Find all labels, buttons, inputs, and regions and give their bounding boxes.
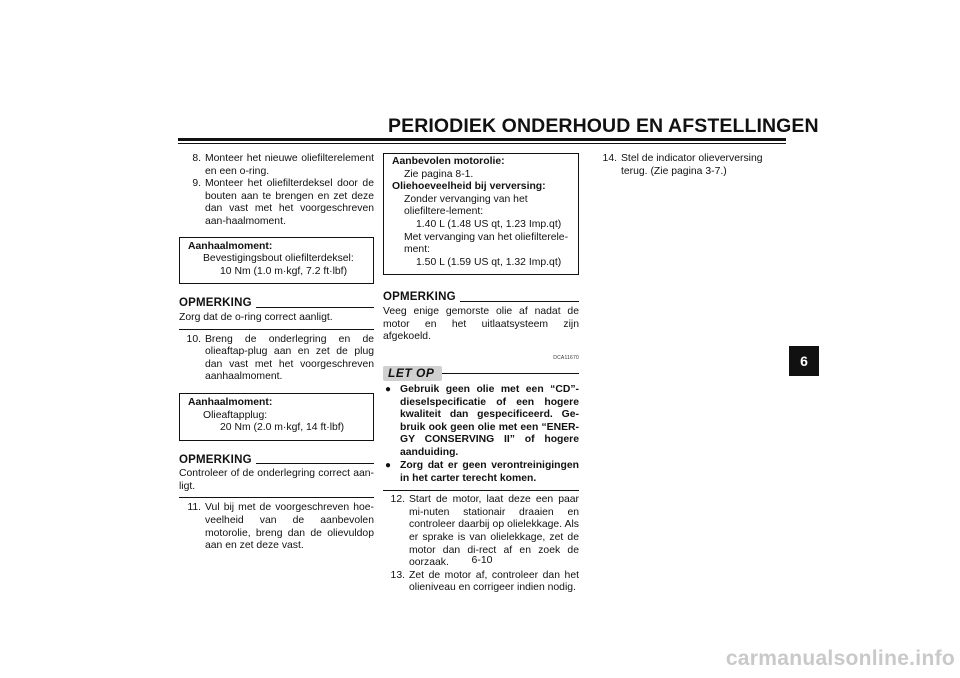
note-text: Controleer of de onderlegring correct aan-ligt. [179, 468, 374, 492]
box-item: Zonder vervanging van het oliefiltere-lement: [404, 193, 528, 218]
box-value: 10 Nm (1.0 m·kgf, 7.2 ft·lbf) [220, 265, 348, 277]
box-value: 1.40 L (1.48 US qt, 1.23 Imp.qt) [416, 218, 562, 230]
box-heading: Aanhaalmoment: [188, 396, 273, 408]
note-heading [179, 297, 374, 310]
torque-box-filter-cover [179, 237, 374, 285]
caution-item [383, 384, 579, 460]
step-number: 8. [192, 153, 201, 164]
box-heading: Oliehoeveelheid bij verversing: [392, 181, 546, 193]
caution-code: DCA11670 [553, 354, 579, 361]
caution-end-rule [383, 490, 579, 492]
step-text: Vul bij met de voorgeschreven hoe-veelheid van de aanbevolen motorolie, breng dan de olievuldop aan en zet deze vast. [205, 502, 374, 552]
step-13 [383, 570, 579, 595]
box-item: Olieaftapplug: [203, 409, 268, 421]
step-8 [179, 153, 374, 178]
watermark: carmanualsonline.info [725, 647, 955, 670]
step-text: Monteer het nieuwe oliefilterelement en een o-ring. [205, 153, 374, 177]
step-number: 9. [192, 178, 201, 190]
column-right [595, 153, 790, 178]
note-rule [256, 463, 374, 464]
step-text: Monteer het oliefilterdeksel door de bouten aan te brengen en zet deze dan vast met het voorgeschreven aan-haalmoment. [205, 178, 374, 227]
caution-list [383, 384, 579, 486]
column-left [179, 153, 374, 553]
note-text: Veeg enige gemorste olie af nadat de motor en het uitlaatsysteem zijn afgekoeld. [383, 305, 579, 343]
header-rule-thin [178, 143, 786, 144]
step-number: 10. [186, 333, 201, 345]
note-heading [383, 291, 579, 304]
box-heading: Aanbevolen motorolie: [392, 156, 505, 167]
bullet-icon: ● [385, 460, 392, 472]
step-text: Zet de motor af, controleer dan het olieniveau en corrigeer indien nodig. [409, 569, 579, 594]
note-rule [256, 307, 374, 308]
caution-label: LET OP [383, 366, 442, 381]
page-number: 6-10 [471, 554, 493, 566]
note-end-rule [179, 497, 374, 498]
box-item: Met vervanging van het oliefilterele-ment: [404, 231, 569, 256]
caution-text: Gebruik geen olie met een “CD”-dieselspecificatie of een hogere kwaliteit dan gespecificeerd. Ge-bruik ook geen olie met een “ENER-GY CONSERVING II” of hogere aanduiding. [400, 383, 579, 458]
step-number: 13. [390, 569, 405, 581]
note-label: OPMERKING [179, 297, 252, 310]
step-11 [179, 502, 374, 552]
step-number: 12. [390, 494, 405, 506]
step-14 [595, 153, 790, 178]
caution-rule [442, 373, 579, 375]
header-rule-thick [178, 138, 786, 141]
caution-text: Zorg dat er geen verontreinigingen in het carter terecht komen. [400, 460, 579, 485]
caution-item [383, 460, 579, 485]
note-heading [179, 454, 374, 467]
page-title: PERIODIEK ONDERHOUD EN AFSTELLINGEN [388, 115, 819, 137]
note-rule [460, 301, 579, 302]
note-text: Zorg dat de o-ring correct aanligt. [179, 311, 333, 323]
oil-spec-box [383, 153, 579, 275]
column-middle [383, 153, 579, 595]
step-text: Breng de onderlegring en de olieaftap-plug aan en zet de plug dan vast met het voorgeschreven aanhaalmoment. [205, 333, 374, 383]
box-item: Zie pagina 8-1. [404, 168, 474, 180]
note-label: OPMERKING [383, 291, 456, 304]
step-text: Stel de indicator olieverversing terug. (Zie pagina 3-7.) [621, 153, 763, 177]
step-number: 11. [187, 502, 201, 514]
box-item: Bevestigingsbout oliefilterdeksel: [203, 253, 354, 265]
box-value: 20 Nm (2.0 m·kgf, 14 ft·lbf) [220, 422, 345, 434]
chapter-tab: 6 [789, 346, 819, 376]
box-value: 1.50 L (1.59 US qt, 1.32 Imp.qt) [416, 256, 562, 268]
caution-heading [383, 366, 579, 381]
bullet-icon: ● [385, 383, 392, 395]
step-number: 14. [602, 153, 617, 164]
box-heading: Aanhaalmoment: [188, 240, 273, 252]
step-9 [179, 178, 374, 228]
step-10 [179, 334, 374, 384]
note-label: OPMERKING [179, 453, 252, 466]
step-text: Start de motor, laat deze een paar mi-nuten stationair draaien en controleer daarbij op olielekkage. Als er sprake is van olielekkage, zet de motor dan di-rect af en zoek de oorzaak. [409, 494, 579, 569]
note-end-rule [179, 329, 374, 330]
torque-box-drain-plug [179, 393, 374, 441]
